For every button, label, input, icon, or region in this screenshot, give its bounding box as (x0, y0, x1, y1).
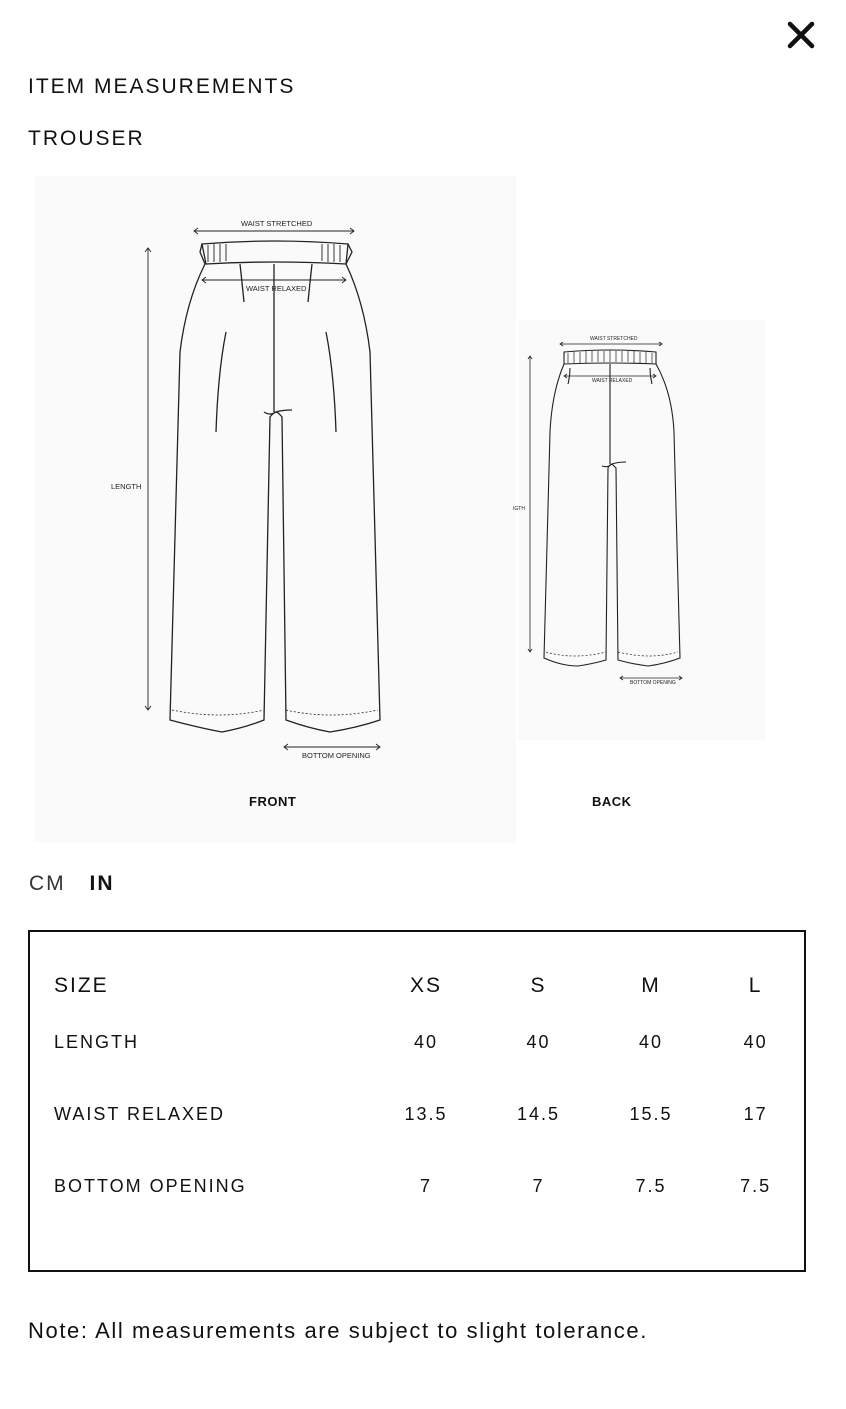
svg-text:IGTH: IGTH (513, 506, 525, 512)
table-row (54, 1006, 804, 1078)
measurement-diagram (30, 172, 770, 844)
svg-text:LENGTH: LENGTH (111, 482, 142, 491)
table-cell: 7 (532, 1175, 545, 1196)
svg-text:BOTTOM OPENING: BOTTOM OPENING (630, 680, 676, 686)
table-row (54, 1078, 804, 1150)
close-button[interactable] (784, 18, 818, 52)
column-header: XS (410, 974, 443, 997)
row-label: BOTTOM OPENING (54, 1175, 247, 1196)
back-view-label: BACK (592, 794, 632, 809)
svg-text:BOTTOM OPENING: BOTTOM OPENING (302, 751, 371, 760)
svg-text:WAIST STRETCHED: WAIST STRETCHED (590, 336, 638, 342)
back-panel (518, 320, 766, 740)
column-header: L (748, 974, 763, 997)
table-cell: 40 (526, 1031, 551, 1052)
front-view-label: FRONT (249, 794, 297, 809)
svg-text:WAIST RELAXED: WAIST RELAXED (246, 284, 307, 293)
unit-toggle (29, 872, 131, 896)
table-cell: 17 (743, 1103, 768, 1124)
table-header-row (54, 966, 804, 1006)
table-cell: 7.5 (635, 1175, 667, 1196)
tolerance-note: Note: All measurements are subject to slight tolerance. (28, 1318, 648, 1343)
trouser-diagram-svg (30, 172, 770, 844)
table-row (54, 1150, 804, 1222)
table-cell: 40 (414, 1031, 439, 1052)
table-cell: 7 (420, 1175, 433, 1196)
close-icon (784, 18, 818, 52)
column-header: S (530, 974, 547, 997)
row-label: LENGTH (54, 1031, 140, 1052)
unit-cm-option[interactable]: CM (29, 872, 66, 895)
unit-in-option[interactable]: IN (89, 872, 115, 895)
column-header: SIZE (54, 974, 109, 997)
product-name: TROUSER (28, 127, 145, 150)
table-cell: 40 (639, 1031, 664, 1052)
table-cell: 7.5 (740, 1175, 772, 1196)
modal-title: ITEM MEASUREMENTS (28, 75, 296, 98)
size-table-container (28, 930, 806, 1272)
column-header: M (641, 974, 661, 997)
svg-text:WAIST STRETCHED: WAIST STRETCHED (241, 219, 313, 228)
table-cell: 14.5 (517, 1103, 561, 1124)
table-cell: 40 (743, 1031, 768, 1052)
size-table (54, 966, 804, 1222)
table-cell: 13.5 (404, 1103, 448, 1124)
front-panel (34, 176, 516, 842)
table-cell: 15.5 (629, 1103, 673, 1124)
row-label: WAIST RELAXED (54, 1103, 226, 1124)
svg-text:WAIST RELAXED: WAIST RELAXED (592, 378, 633, 384)
